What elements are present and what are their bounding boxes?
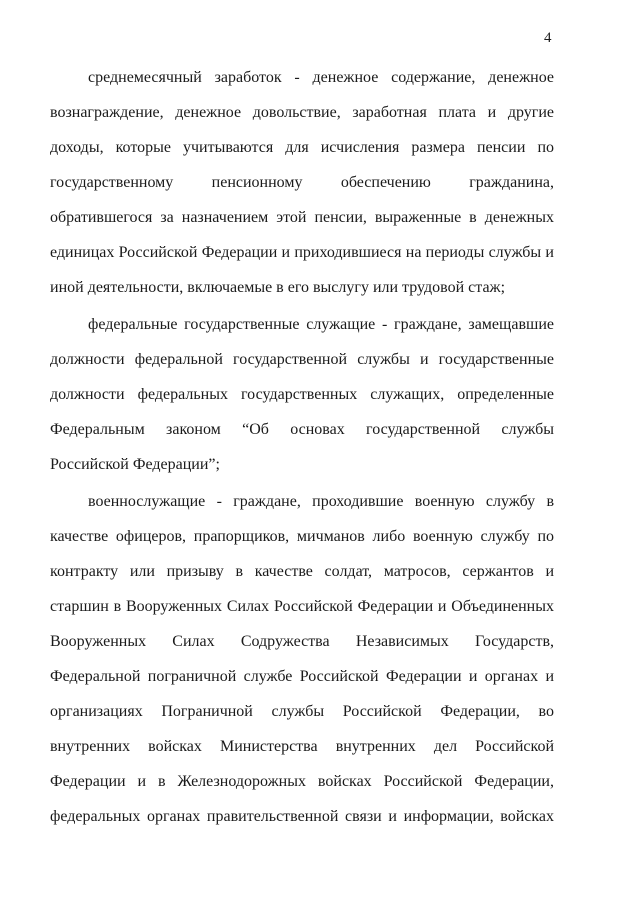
text-line: должности федеральной государственной службы и государственные: [50, 351, 554, 368]
text-line: внутренних войсках Министерства внутренних дел Российской: [50, 738, 554, 755]
text-line: федеральных органах правительственной связи и информации, войсках: [50, 808, 554, 825]
text-line: Федерации и в Железнодорожных войсках Российской Федерации,: [50, 773, 554, 790]
page-number: 4: [544, 30, 552, 46]
text-line: военнослужащие - граждане, проходившие военную службу в: [88, 493, 554, 510]
text-line: иной деятельности, включаемые в его выслугу или трудовой стаж;: [50, 279, 506, 296]
text-line: среднемесячный заработок - денежное содержание, денежное: [88, 69, 554, 86]
text-line: доходы, которые учитываются для исчисления размера пенсии по: [50, 139, 554, 156]
document-body: [50, 60, 554, 834]
text-line: обратившегося за назначением этой пенсии, выраженные в денежных: [50, 209, 554, 226]
text-line: федеральные государственные служащие - граждане, замещавшие: [88, 316, 554, 333]
paragraph-federal-civil-servants: [50, 307, 554, 482]
text-line: Вооруженных Силах Содружества Независимых Государств,: [50, 633, 554, 650]
text-line: старшин в Вооруженных Силах Российской Федерации и Объединенных: [50, 598, 554, 615]
text-line: государственному пенсионному обеспечению гражданина,: [50, 174, 554, 191]
text-line: должности федеральных государственных служащих, определенные: [50, 386, 554, 403]
text-line: единицах Российской Федерации и приходившиеся на периоды службы и: [50, 244, 554, 261]
paragraph-military-personnel: [50, 484, 554, 834]
text-line: организациях Пограничной службы Российской Федерации, во: [50, 703, 554, 720]
text-line: качестве офицеров, прапорщиков, мичманов либо военную службу по: [50, 528, 554, 545]
text-line: вознаграждение, денежное довольствие, заработная плата и другие: [50, 104, 554, 121]
text-line: Российской Федерации”;: [50, 456, 220, 473]
text-line: контракту или призыву в качестве солдат, матросов, сержантов и: [50, 563, 554, 580]
text-line: Федеральным законом “Об основах государственной службы: [50, 421, 554, 438]
paragraph-average-earnings: [50, 60, 554, 305]
text-line: Федеральной пограничной службе Российской Федерации и органах и: [50, 668, 554, 685]
